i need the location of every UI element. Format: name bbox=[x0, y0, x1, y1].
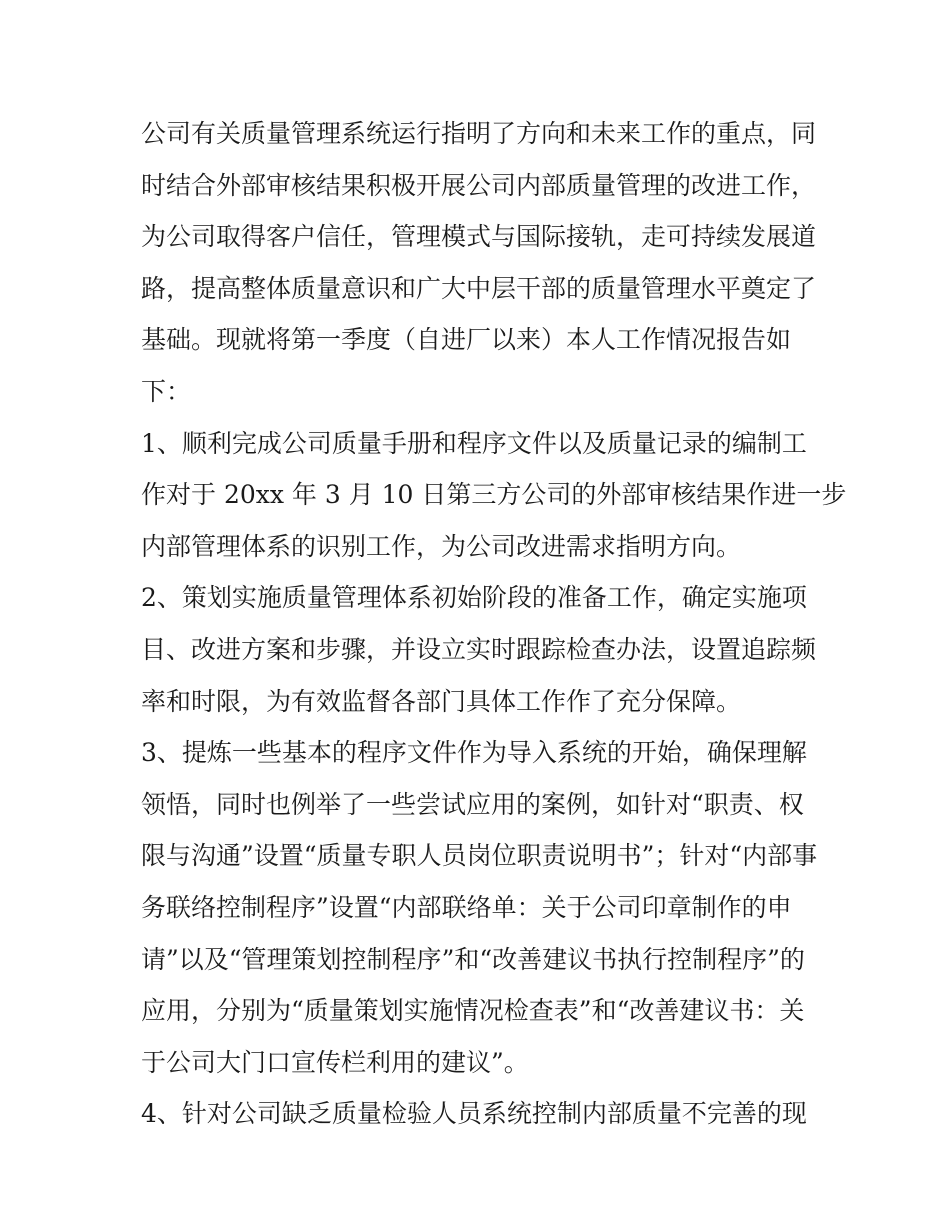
text-line: 目、改进方案和步骤，并设立实时跟踪检查办法，设置追踪频 bbox=[141, 634, 817, 664]
text-line: 领悟，同时也例举了一些尝试应用的案例，如针对“职责、权 bbox=[141, 789, 804, 819]
text-line: 率和时限，为有效监督各部门具体工作作了充分保障。 bbox=[141, 686, 742, 716]
text-line: 务联络控制程序”设置“内部联络单：关于公司印章制作的申 bbox=[141, 892, 792, 922]
text-line: 3、提炼一些基本的程序文件作为导入系统的开始，确保理解 bbox=[141, 738, 807, 768]
text-line: 4、针对公司缺乏质量检验人员系统控制内部质量不完善的现 bbox=[141, 1099, 807, 1129]
text-line: 请”以及“管理策划控制程序”和“改善建议书执行控制程序”的 bbox=[141, 944, 805, 974]
text-line: 1、顺利完成公司质量手册和程序文件以及质量记录的编制工 bbox=[141, 428, 807, 458]
text-line: 2、策划实施质量管理体系初始阶段的准备工作，确定实施项 bbox=[141, 583, 807, 613]
text-line: 下： bbox=[141, 376, 192, 406]
item-1-paragraph bbox=[141, 418, 847, 573]
item-3-paragraph bbox=[141, 727, 821, 1088]
text-line: 于公司大门口宣传栏利用的建议”。 bbox=[141, 1047, 529, 1077]
text-line: 内部管理体系的识别工作，为公司改进需求指明方向。 bbox=[141, 531, 742, 561]
text-line: 时结合外部审核结果积极开展公司内部质量管理的改进工作， bbox=[141, 170, 817, 200]
text-line: 路，提高整体质量意识和广大中层干部的质量管理水平奠定了 bbox=[141, 273, 817, 303]
text-line: 公司有关质量管理系统运行指明了方向和未来工作的重点，同 bbox=[141, 119, 817, 148]
item-4-paragraph bbox=[141, 1088, 821, 1140]
item-2-paragraph bbox=[141, 572, 821, 727]
text-line: 应用，分别为“质量策划实施情况检查表”和“改善建议书：关 bbox=[141, 996, 805, 1026]
document-body bbox=[141, 108, 847, 1140]
text-line: 限与沟通”设置“质量专职人员岗位职责说明书”；针对“内部事 bbox=[141, 841, 818, 871]
text-line: 基础。现就将第一季度（自进厂以来）本人工作情况报告如 bbox=[141, 325, 792, 355]
text-line: 为公司取得客户信任，管理模式与国际接轨，走可持续发展道 bbox=[141, 222, 817, 252]
text-line: 作对于 20xx 年 3 月 10 日第三方公司的外部审核结果作进一步 bbox=[141, 480, 847, 510]
intro-paragraph bbox=[141, 108, 821, 418]
